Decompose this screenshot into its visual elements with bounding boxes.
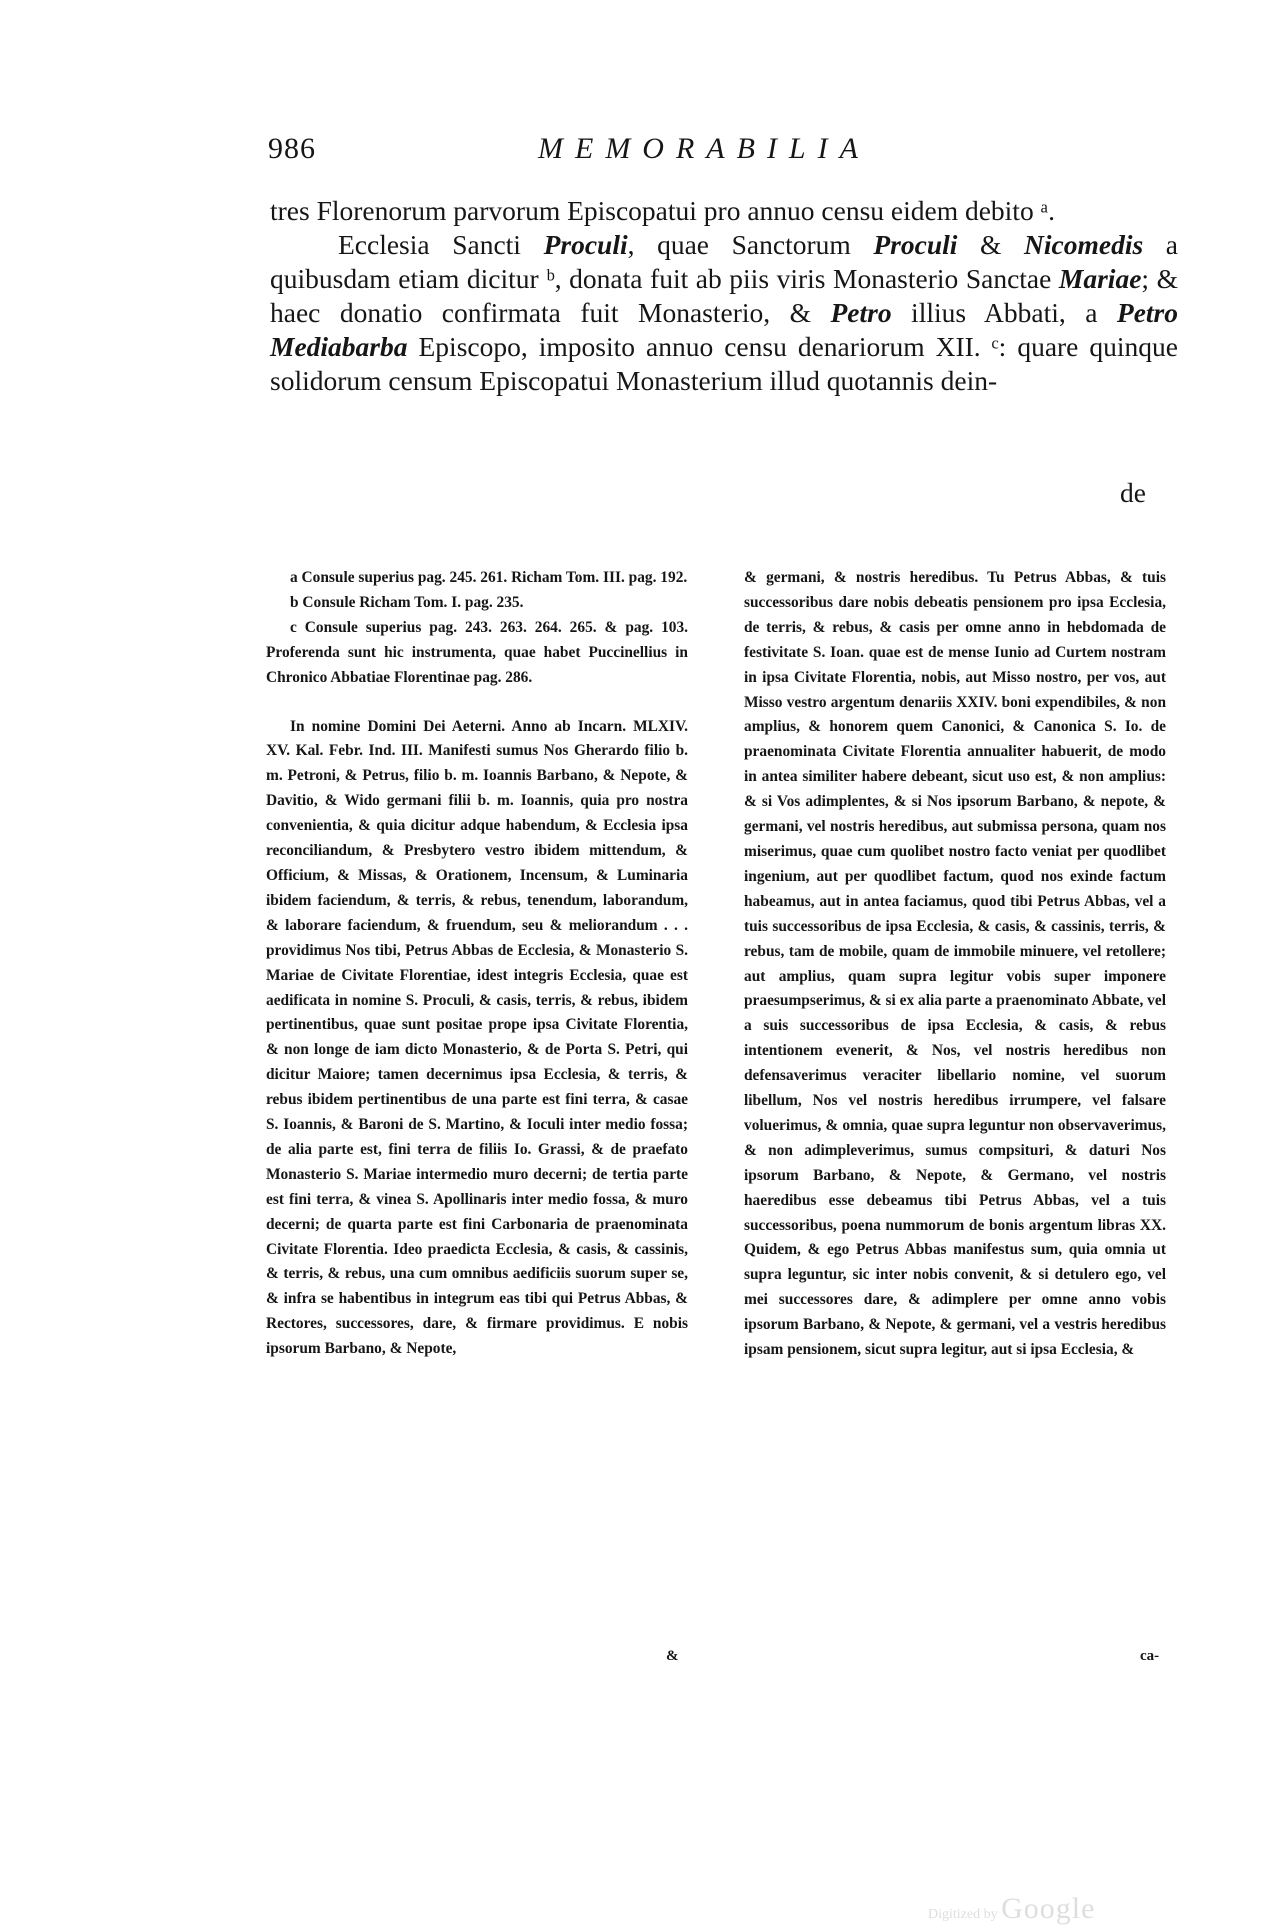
document-text: In nomine Domini Dei Aeterni. Anno ab Incarn. MLXIV. XV. Kal. Febr. Ind. III. Manifesti sumus Nos Gherardo filio b. m. Petroni, & Petrus, filio b. m. Ioannis Barbano, & Nepote, & Davitio, & Wido germani filii b. m. Ioannis, quia pro nostra convenientia, & quia dicitur adque habendum, & Ecclesia ipsa reconciliandum, & Presbytero vestro ibidem mittendum, & Officium, & Missas, & Orationem, Incensum, & Luminaria ibidem faciendum, & terris, & rebus, tenendum, laborandum, & laborare faciendum, & fruendum, seu & meliorandum . . . providimus Nos tibi, Petrus Abbas de Ecclesia, & Monasterio S. Mariae de Civitate Florentiae, idest integris Ecclesia, quae est aedificata in nomine S. Proculi, & casis, terris, & rebus, ibidem pertinentibus, quae sunt positae prope ipsa Civitate Florentia, & non longe de iam dicto Monasterio, & de Porta S. Petri, qui dicitur Maiore; tamen decernimus ipsa Ecclesia, & terris, & rebus ibidem pertinentibus de una parte est fini terra, & casae S. Ioannis, & Baroni de S. Martino, & Ioculi inter medio fossa; de alia parte est, fini terra de filiis Io. Grassi, & de praefato Monasterio S. Mariae intermedio muro decerni; de tertia parte est fini terra, & vinea S. Apollinaris inter medio fossa, & muro decerni; de quarta parte est fini Carbonaria de praenominata Civitate Florentia. Ideo praedicta Ecclesia, & casis, & cassinis, & terris, & rebus, una cum omnibus aedificiis suorum super se, & infra se habentibus in integrum eas tibi qui Petrus Abbas, & Rectores, successores, dare, & firmare providimus. E nobis ipsorum Barbano, & Nepote, <box>266 717 688 1358</box>
italic-name: Petro <box>830 297 892 328</box>
footnote-b: b Consule Richam Tom. I. pag. 235. <box>290 593 524 611</box>
italic-name: Petro Mediabarba <box>270 297 1178 362</box>
text-run: & <box>957 229 1025 260</box>
italic-name: Proculi <box>543 229 628 260</box>
text-run: ; & haec donatio confirmata fuit Monasterio, & <box>270 263 1178 328</box>
text-run: , quae Sanctorum <box>627 229 874 260</box>
catchword-right-column: ca- <box>1140 1648 1160 1664</box>
italic-name: Proculi <box>873 229 958 260</box>
italic-name: Nicomedis <box>1024 229 1144 260</box>
running-title: MEMORABILIA <box>538 132 870 165</box>
text-run: a quibusdam etiam dicitur ᵇ, donata fuit ab piis viris Monasterio Sanctae <box>270 229 1179 294</box>
catchword-left-column: & <box>666 1648 679 1664</box>
text-run: Ecclesia Sancti <box>338 229 544 260</box>
main-paragraph-2 <box>270 228 1178 398</box>
document-text-continued: & germani, & nostris heredibus. Tu Petrus Abbas, & tuis successoribus dare nobis debeatis pensionem pro ipsa Ecclesia, de terris, & rebus, & casis per omne anno in hebdomada de festivitate S. Ioan. quae est de mense Iunio ad Curtem nostram in ipsa Civitate Florentia, nobis, aut Misso nostro, per vos, aut Misso vestro argentum denariis XXIV. boni expendibiles, & non amplius, & honorem quem Canonici, & Canonica S. Io. de praenominata Civitate Florentia annualiter habuerit, de modo in antea similiter habere debeant, sicut uso est, & non amplius: & si Vos adimplentes, & si Nos ipsorum Barbano, & nepote, & germani, vel nostris heredibus, aut submissa persona, quam nos miserimus, quae cum quolibet nostro facto veniat per quodlibet ingenium, aut per quodlibet factum, quod nos exinde factum habeamus, aut in antea faciamus, quod tibi Petrus Abbas, vel a tuis successoribus de ipsa Ecclesia, & casis, & cassinis, terris, & rebus, tam de mobile, quam de immobile minuere, vel retollere; aut amplius, quam supra legitur vobis super imponere praesumpserimus, & si ex alia parte a praenominato Abbate, vel a suis successoribus de ipsa Ecclesia, & casis, & rebus intentionem evenerit, & Nos, vel nostris heredibus non defensaverimus veraciter libellario nomine, vel suorum libellum, Nos vel nostris heredibus irrumpere, vel falsare voluerimus, & omnia, quae supra leguntur non observaverimus, & non adimpleverimus, sumus compsituri, & daturi Nos ipsorum Barbano, & Nepote, & Germano, vel nostris haeredibus esse debeamus tibi Petrus Abbas, vel a tuis successoribus, poena nummorum de bonis argentum libras XX. Quidem, & ego Petrus Abbas manifestus sum, quia omnia ut supra leguntur, sic inter nobis convenit, & si detulero ego, vel mei successores dare, & adimplere per omne anno vobis ipsorum Barbano, & Nepote, & germani, vel a vestris heredibus ipsam pensionem, sicut supra legitur, aut si ipsa Ecclesia, & <box>744 569 1166 1359</box>
text-run: Episcopo, imposito annuo censu denariorum XII. ᶜ: quare quinque solidorum censum Episcopatui Monasterium illud quotannis dein- <box>270 331 1178 396</box>
watermark-brand: Google <box>1001 1892 1096 1925</box>
watermark-prefix: Digitized by <box>928 1907 1002 1922</box>
catchword: de <box>1120 477 1146 508</box>
italic-name: Mariae <box>1058 263 1142 294</box>
running-head <box>268 132 928 172</box>
text-run: illius Abbati, a <box>891 297 1117 328</box>
right-column <box>744 566 1166 1363</box>
footnote-a: a Consule superius pag. 245. 261. Richam Tom. III. pag. 192. <box>290 569 688 586</box>
main-paragraph-1: tres Florenorum parvorum Episcopatui pro annuo censu eidem debito ᵃ. <box>270 195 1055 226</box>
page-number: 986 <box>268 132 316 165</box>
left-column <box>266 566 688 1362</box>
footnote-c: c Consule superius pag. 243. 263. 264. 265. & pag. 103. Proferenda sunt hic instrumenta, quae habet Puccinellius in Chronico Abbatiae Florentinae pag. 286. <box>266 618 688 686</box>
main-text <box>270 194 1178 398</box>
digitization-watermark <box>928 1892 1095 1926</box>
